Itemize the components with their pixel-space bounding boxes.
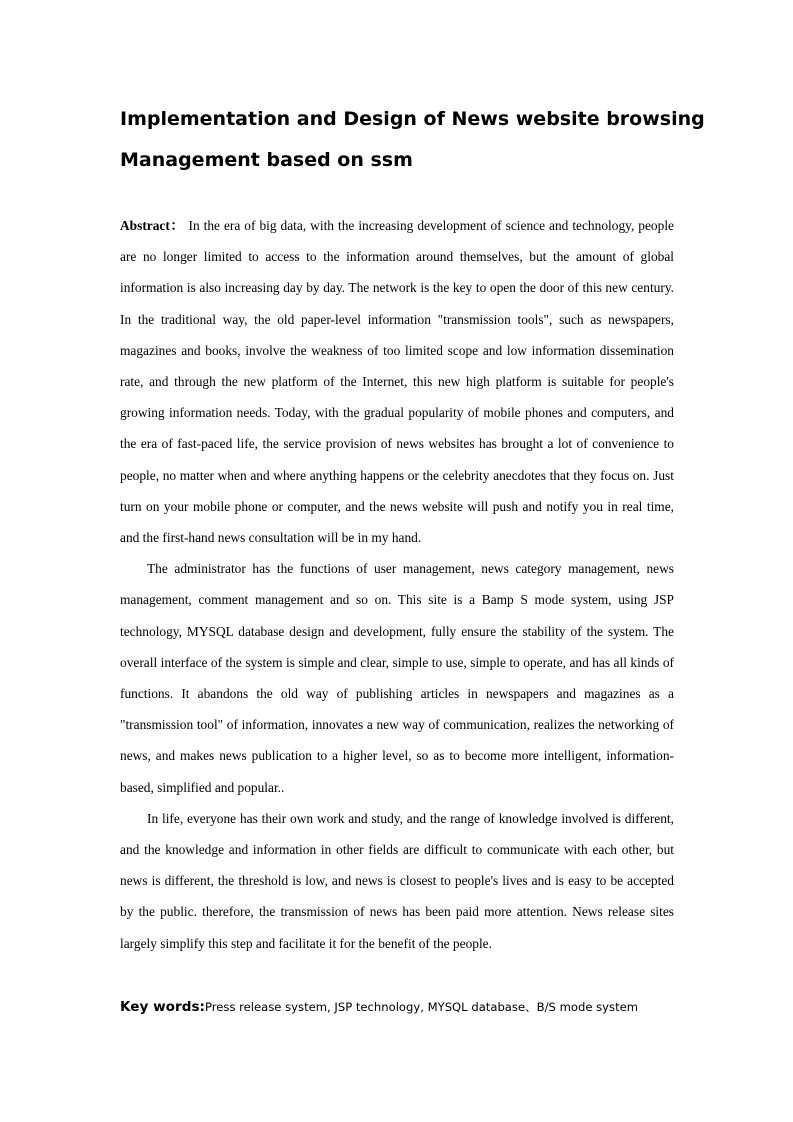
title-line-2: Management based on ssm [120,149,413,171]
paper-title [120,99,705,181]
title-line-1: Implementation and Design of News website browsing [120,108,705,130]
abstract-paragraph [120,210,674,553]
abstract-text: In the era of big data, with the increasing development of science and technology, people are no longer limited to access to the information around themselves, but the amount of global information is also increasing day by day. The network is the key to open the door of this new century. In the traditional way, the old paper-level information "transmission tools", such as newspapers, magazines and books, involve the weakness of too limited scope and low information dissemination rate, and through the new platform of the Internet, this new high platform is suitable for people's growing information needs. Today, with the gradual popularity of mobile phones and computers, and the era of fast-paced life, the service provision of news websites has brought a lot of convenience to people, no matter when and where anything happens or the celebrity anecdotes that they focus on. Just turn on your mobile phone or computer, and the news website will push and notify you in real time, and the first-hand news consultation will be in my hand. [120,218,674,546]
body-paragraph-2: The administrator has the functions of user management, news category management, news management, comment management and so on. This site is a Bamp S mode system, using JSP technology, MYSQL database design and development, fully ensure the stability of the system. The overall interface of the system is simple and clear, simple to use, simple to operate, and has all kinds of functions. It abandons the old way of publishing articles in newspapers and magazines as a "transmission tool" of information, innovates a new way of communication, realizes the networking of news, and makes news publication to a higher level, so as to become more intelligent, information-based, simplified and popular.. [120,561,674,795]
abstract-label: Abstract： [120,218,185,233]
keywords-text: Press release system, JSP technology, MYSQL database、B/S mode system [204,1000,639,1014]
abstract-section [120,210,674,959]
keywords-line [120,996,680,1018]
keywords-label: Key words: [120,999,205,1015]
body-paragraph-3: In life, everyone has their own work and study, and the range of knowledge involved is different, and the knowledge and information in other fields are difficult to communicate with each other, but news is different, the threshold is low, and news is closest to people's lives and is easy to be accepted by the public. therefore, the transmission of news has been paid more attention. News release sites largely simplify this step and facilitate it for the benefit of the people. [120,810,674,951]
